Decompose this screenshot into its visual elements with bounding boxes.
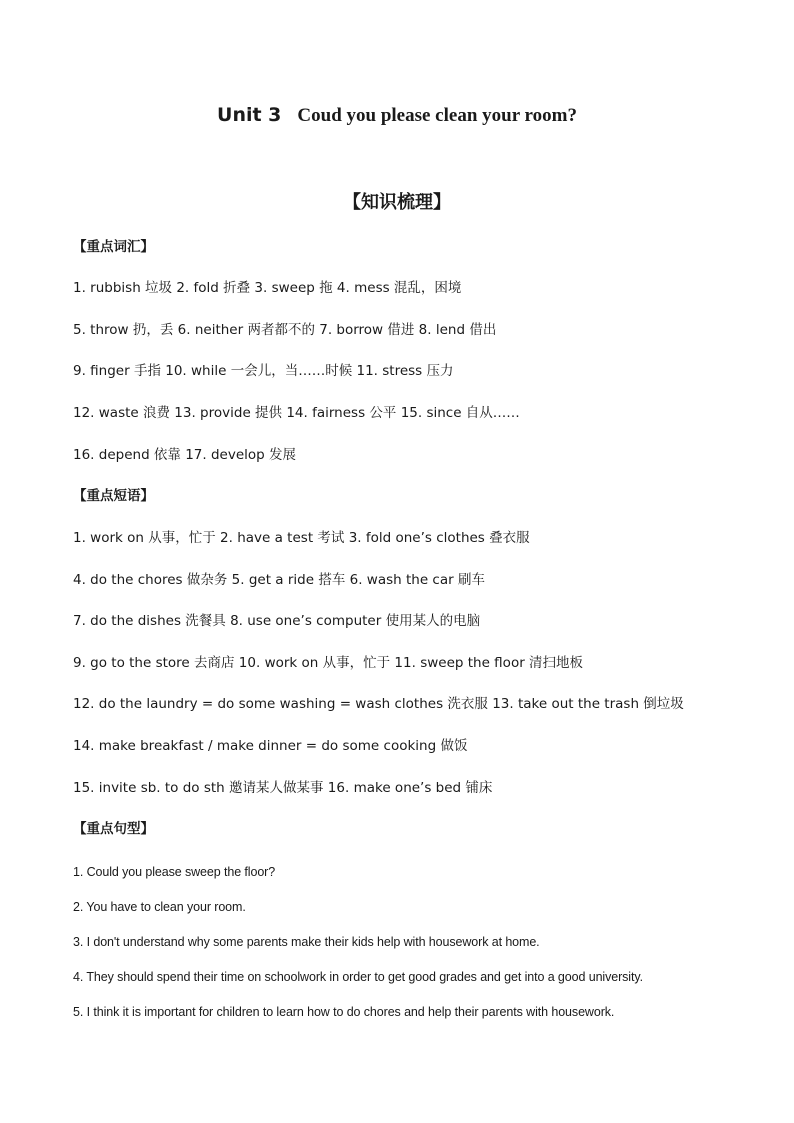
unit-heading: Coud you please clean your room?: [297, 105, 577, 126]
phrase-line: 7. do the dishes 洗餐具 8. use one’s computer 使用某人的电脑: [73, 613, 481, 629]
phrase-line: 15. invite sb. to do sth 邀请某人做某事 16. make one’s bed 铺床: [73, 780, 493, 796]
vocab-section-heading: 【重点词汇】: [73, 239, 154, 255]
phrase-line: 4. do the chores 做杂务 5. get a ride 搭车 6. wash the car 刷车: [73, 572, 485, 588]
phrase-line: 12. do the laundry = do some washing = wash clothes 洗衣服 13. take out the trash 倒垃圾: [73, 696, 684, 712]
sentence-line: 3. I don't understand why some parents make their kids help with housework at home.: [73, 935, 540, 949]
phrases-section-heading: 【重点短语】: [73, 488, 154, 504]
phrase-line: 1. work on 从事，忙于 2. have a test 考试 3. fold one’s clothes 叠衣服: [73, 530, 530, 546]
sentences-section-heading: 【重点句型】: [73, 821, 154, 837]
vocab-line: 16. depend 依靠 17. develop 发展: [73, 447, 297, 463]
sentence-line: 5. I think it is important for children to learn how to do chores and help their parents with housework.: [73, 1005, 615, 1019]
vocab-line: 5. throw 扔，丢 6. neither 两者都不的 7. borrow 借进 8. lend 借出: [73, 322, 497, 338]
unit-number: Unit 3: [217, 104, 282, 126]
vocab-line: 9. finger 手指 10. while 一会儿，当……时候 11. stress 压力: [73, 363, 454, 379]
knowledge-summary-heading: 【知识梳理】: [343, 192, 451, 213]
unit-title: [0, 104, 794, 127]
vocab-line: 12. waste 浪费 13. provide 提供 14. fairness 公平 15. since 自从……: [73, 405, 520, 421]
phrase-line: 14. make breakfast / make dinner = do some cooking 做饭: [73, 738, 468, 754]
sentence-line: 2. You have to clean your room.: [73, 900, 246, 914]
sentence-line: 4. They should spend their time on schoolwork in order to get good grades and get into a good university.: [73, 970, 643, 984]
phrase-line: 9. go to the store 去商店 10. work on 从事，忙于 11. sweep the floor 清扫地板: [73, 655, 584, 671]
vocab-line: 1. rubbish 垃圾 2. fold 折叠 3. sweep 拖 4. mess 混乱，困境: [73, 280, 462, 296]
sentence-line: 1. Could you please sweep the floor?: [73, 865, 276, 879]
